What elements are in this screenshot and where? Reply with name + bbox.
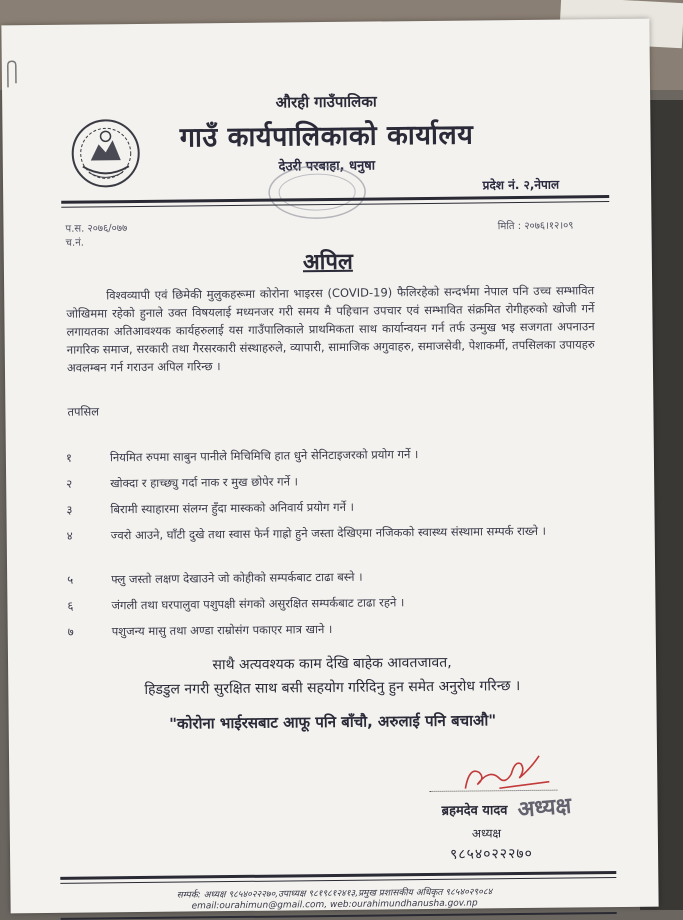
list-item (66, 495, 606, 519)
municipality-name: औरही गाउँपालिका (275, 92, 377, 112)
list-item-text: जंगली तथा घरपालुवा पशुपक्षी संगको असुरक्षित सम्पर्कबाट टाढा रहने । (111, 595, 405, 613)
chairperson-stamp: अध्यक्ष (516, 793, 573, 823)
document-title: अपिल (302, 249, 353, 276)
paper-clip-icon (4, 59, 20, 89)
list-item-number: ४ (66, 528, 73, 543)
list-item-number: ६ (67, 598, 74, 613)
list-item-number: ३ (66, 502, 73, 517)
list-item-text: पशुजन्य मासु तथा अण्डा राम्रोसंग पकाएर मात्र खाने । (111, 621, 333, 639)
appeal-body: विश्वव्यापी एवं छिमेकी मुलुकहरूमा कोरोना भाइरस (COVID-19) फैलिरहेको सन्दर्भमा नेपाल पनि उच्च सम्भावित जोखिममा रहेको हुनाले उक्त विषयलाई मध्यनजर गरी समय मै पहिचान उपचार एवं सम्भावित संक्रमित रोगीहरुको खोजी गर्ने लगायतका अतिआवश्यक कार्यहरुलाई यस गाउँपालिकाले प्राथमिकता साथ कार्यान्वयन गर्न तर्फ उन्मुख भइ सजगता अपनाउन नागरिक समाज, सरकारी तथा गैरसरकारी संस्थाहरुले, व्यापारी, सामाजिक अगुवाहरु, समाजसेवी, पेशाकर्मी, तपसिलका उपायहरु अवलम्बन गर्न गराउन अपिल गरिन्छ । (66, 283, 595, 375)
footer-contact: सम्पर्क: अध्यक्ष ९८५४०२२२७०,उपाध्यक्ष ९८१९८१२४१३,प्रमुख प्रशासकीय अधिकृत ९८५४०२९०८४ (176, 887, 493, 901)
list-item (67, 521, 607, 545)
province-label: प्रदेश नं. २,नेपाल (482, 177, 560, 193)
list-item-number: १ (65, 450, 72, 465)
list-item (66, 469, 606, 493)
list-item-text: नियमित रुपमा साबुन पानीले मिचिमिचि हात धुने सेनिटाइजरको प्रयोग गर्ने । (109, 447, 419, 465)
list-item (67, 565, 607, 589)
list-item (66, 443, 606, 467)
details-heading: तपसिल (67, 404, 100, 419)
signatory-phone: ९८५४०२२२७० (449, 845, 533, 863)
list-item-text: बिरामी स्याहारमा संलग्न हुँदा मास्कको अनिवार्य प्रयोग गर्ने । (110, 499, 355, 517)
dispatch-number: च.नं. (65, 237, 84, 249)
document-page (1, 19, 658, 914)
slogan: "कोरोना भाईरसबाट आफू पनि बाँचौ, अरुलाई पनि बचाऔ" (169, 711, 497, 733)
signatory-role: अध्यक्ष (471, 826, 502, 841)
office-address: देउरी परबाहा, धनुषा (278, 158, 376, 175)
list-item-number: ५ (67, 572, 74, 587)
office-name: गाउँ कार्यपालिकाको कार्यालय (179, 119, 474, 154)
letter-number: प.स. २०७६/०७७ (65, 223, 128, 235)
list-item (67, 591, 607, 615)
closing-line-2: हिडडुल नगरी सुरक्षित साथ बसी सहयोग गरिदिनु हुन समेत अनुरोध गरिन्छ । (144, 678, 521, 698)
signatory-name: ब्रहमदेव यादव (441, 803, 508, 819)
footer-email-web: email:ourahimun@gmail.com, web:ourahimundhanusha.gov.np (191, 898, 478, 912)
letter-date: मिति : २०७६।१२।०९ (497, 220, 574, 233)
list-item-number: २ (66, 476, 73, 491)
footer-rule-bottom (61, 912, 617, 920)
office-stamp-icon (251, 149, 384, 230)
list-item-text: ज्वरो आउने, घाँटी दुखे तथा स्वास फेर्न गाह्रो हुने जस्ता देखिएमा नजिकको स्वास्थ्य संस्थामा सम्पर्क राख्ने । (110, 523, 547, 543)
list-item-text: खोक्दा र हाच्छ्यु गर्दा नाक र मुख छोपेर गर्ने । (110, 474, 299, 491)
list-item-number: ७ (67, 624, 74, 639)
list-item (68, 617, 608, 641)
list-item-text: फ्लु जस्तो लक्षण देखाउने जो कोहीको सम्पर्कबाट टाढा बस्ने । (111, 569, 363, 587)
closing-line-1: साथै अत्यवश्यक काम देखि बाहेक आवतजावत, (212, 654, 452, 674)
